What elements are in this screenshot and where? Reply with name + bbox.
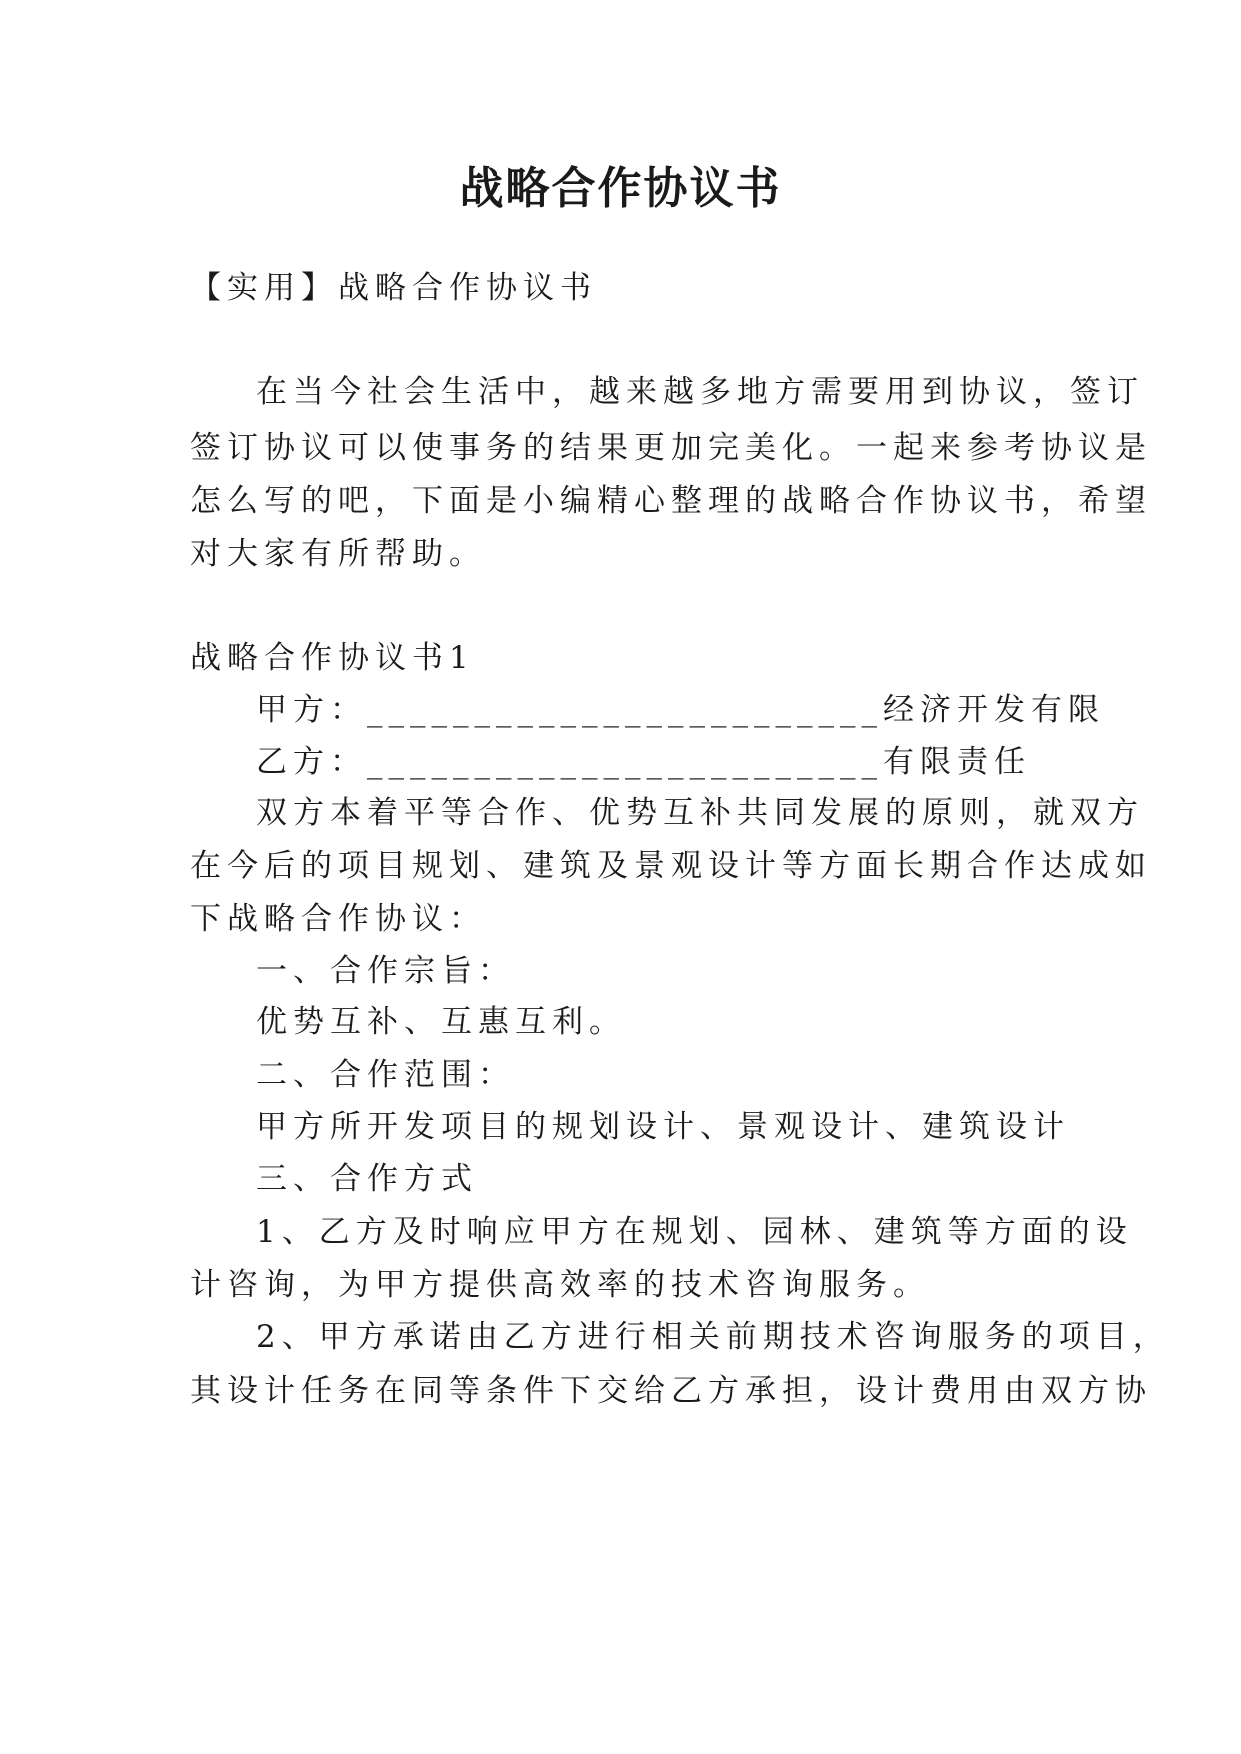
body-line: 优势互补、互惠互利。: [256, 1004, 626, 1040]
document-title: 战略合作协议书: [459, 163, 782, 214]
intro-line: 在当今社会生活中，越来越多地方需要用到协议，签订: [256, 374, 1144, 410]
body-line: 其设计任务在同等条件下交给乙方承担，设计费用由双方协: [190, 1373, 1152, 1409]
body-line: 甲方所开发项目的规划设计、景观设计、建筑设计: [256, 1109, 1070, 1145]
body-line: 2、甲方承诺由乙方进行相关前期技术咨询服务的项目，: [256, 1319, 1170, 1355]
body-line: 在今后的项目规划、建筑及景观设计等方面长期合作达成如: [190, 848, 1152, 884]
intro-line: 对大家有所帮助。: [190, 536, 486, 572]
party-a-line: 甲方：________________________经济开发有限: [256, 692, 1105, 728]
clause-heading: 三、合作方式: [256, 1161, 478, 1197]
document-subtitle: 【实用】战略合作协议书: [190, 270, 597, 306]
body-line: 计咨询，为甲方提供高效率的技术咨询服务。: [190, 1267, 930, 1303]
body-line: 下战略合作协议：: [190, 901, 486, 937]
clause-heading: 一、合作宗旨：: [256, 953, 515, 989]
section-title: 战略合作协议书1: [190, 640, 475, 676]
body-line: 双方本着平等合作、优势互补共同发展的原则，就双方: [256, 795, 1144, 831]
clause-heading: 二、合作范围：: [256, 1057, 515, 1093]
party-b-line: 乙方：________________________有限责任: [256, 744, 1031, 780]
body-line: 1、乙方及时响应甲方在规划、园林、建筑等方面的设: [256, 1214, 1133, 1250]
intro-line: 怎么写的吧，下面是小编精心整理的战略合作协议书，希望: [190, 483, 1152, 519]
intro-line: 签订协议可以使事务的结果更加完美化。一起来参考协议是: [190, 430, 1152, 466]
